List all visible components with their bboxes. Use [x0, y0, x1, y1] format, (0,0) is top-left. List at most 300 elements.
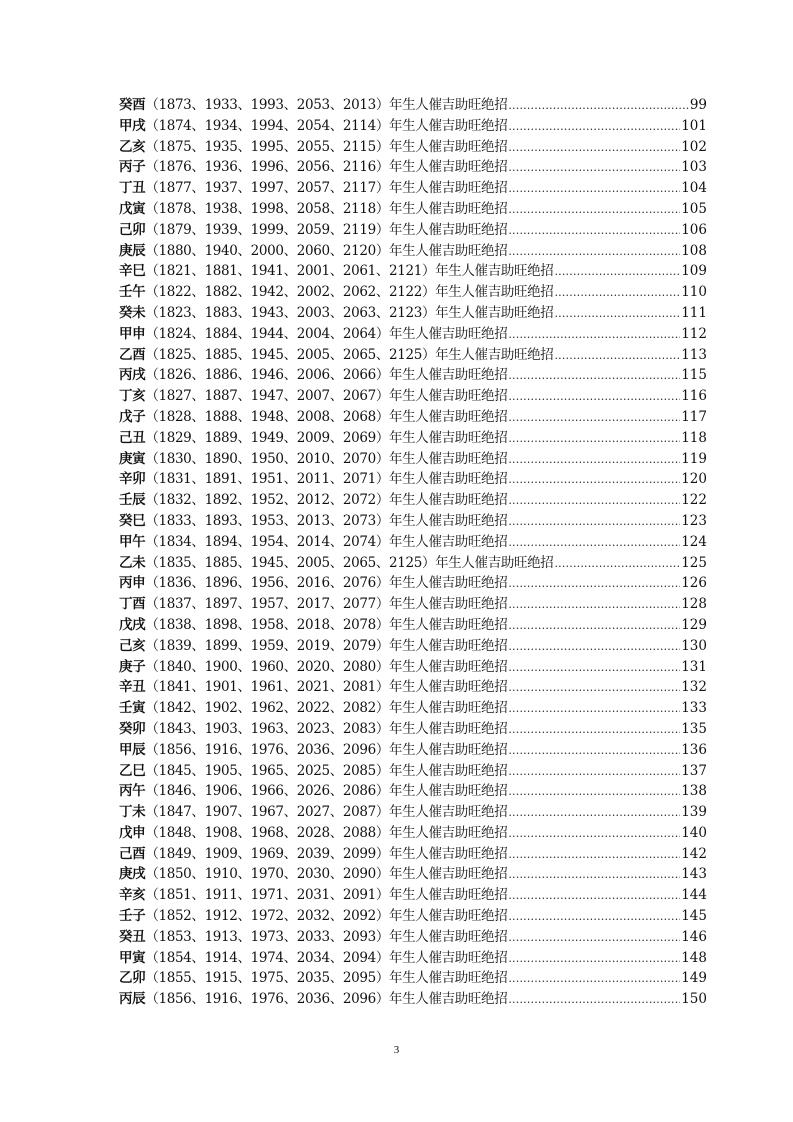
- toc-entry-years: （1823、1883、1943、2003、2063、2123）: [145, 304, 436, 321]
- toc-entry-page-number: 126: [681, 575, 707, 592]
- toc-entry-ganzhi: 丙辰: [119, 991, 146, 1008]
- toc-entry-label: [119, 885, 507, 906]
- toc-entry[interactable]: [119, 948, 707, 969]
- toc-entry[interactable]: [119, 615, 707, 636]
- toc-entry-years: （1873、1933、1993、2053、2013）: [145, 97, 389, 113]
- toc-entry[interactable]: [119, 220, 707, 241]
- toc-entry-ganzhi: 丁丑: [119, 180, 146, 197]
- toc-entry-ganzhi: 甲申: [119, 325, 146, 342]
- toc-entry-page-number: 149: [681, 970, 707, 987]
- toc-entry-ganzhi: 癸丑: [119, 928, 146, 945]
- toc-entry-years: （1841、1901、1961、2021、2081）: [145, 679, 389, 696]
- toc-entry[interactable]: [119, 469, 707, 490]
- toc-leader-dots: [508, 595, 680, 616]
- toc-entry[interactable]: [119, 261, 707, 282]
- toc-leader-dots: [554, 304, 680, 325]
- toc-entry-label: [119, 220, 507, 241]
- toc-entry-label: [119, 532, 507, 553]
- toc-entry-ganzhi: 乙酉: [119, 346, 146, 363]
- toc-entry-page-number: 116: [681, 388, 707, 405]
- toc-entry-ganzhi: 丙戌: [119, 367, 146, 384]
- toc-entry-years: （1847、1907、1967、2027、2087）: [145, 804, 389, 821]
- toc-entry-title: 年生人催吉助旺绝招: [389, 159, 508, 176]
- toc-entry-label: [119, 303, 553, 324]
- toc-entry-ganzhi: 丁未: [119, 804, 146, 821]
- toc-entry-ganzhi: 己卯: [119, 221, 146, 238]
- toc-entry-label: [119, 864, 507, 885]
- toc-entry[interactable]: [119, 864, 707, 885]
- toc-entry-title: 年生人催吉助旺绝招: [389, 928, 508, 945]
- toc-entry-label: [119, 386, 507, 407]
- toc-leader-dots: [508, 470, 680, 491]
- toc-entry-years: （1874、1934、1994、2054、2114）: [145, 117, 389, 134]
- toc-entry-title: 年生人催吉助旺绝招: [389, 117, 508, 134]
- toc-entry-title: 年生人催吉助旺绝招: [389, 180, 508, 197]
- toc-entry-ganzhi: 壬寅: [119, 700, 146, 717]
- toc-leader-dots: [508, 845, 680, 866]
- toc-entry-page-number: 138: [681, 783, 707, 800]
- toc-entry-title: 年生人催吉助旺绝招: [435, 284, 554, 301]
- toc-entry-title: 年生人催吉助旺绝招: [389, 720, 508, 737]
- toc-entry[interactable]: [119, 137, 707, 158]
- toc-entry-years: （1831、1891、1951、2011、2071）: [145, 471, 389, 488]
- toc-leader-dots: [508, 720, 680, 741]
- toc-entry-ganzhi: 戊子: [119, 408, 146, 425]
- toc-entry-page-number: 103: [681, 159, 707, 176]
- toc-entry-page-number: 108: [681, 242, 707, 259]
- toc-leader-dots: [508, 533, 680, 554]
- toc-entry[interactable]: [119, 740, 707, 761]
- toc-entry-label: [119, 573, 507, 594]
- toc-entry[interactable]: [119, 303, 707, 324]
- toc-entry[interactable]: [119, 407, 707, 428]
- toc-entry-years: （1854、1914、1974、2034、2094）: [145, 949, 389, 966]
- toc-entry-page-number: 145: [681, 908, 707, 925]
- toc-entry-ganzhi: 癸巳: [119, 512, 146, 529]
- toc-entry-years: （1852、1912、1972、2032、2092）: [145, 908, 389, 925]
- toc-entry-page-number: 150: [681, 991, 707, 1008]
- toc-entry-label: [119, 553, 553, 574]
- toc-entry-years: （1843、1903、1963、2023、2083）: [145, 720, 389, 737]
- toc-leader-dots: [508, 200, 680, 221]
- toc-entry-title: 年生人催吉助旺绝招: [389, 887, 508, 904]
- toc-entry-page-number: 137: [681, 762, 707, 779]
- toc-entry[interactable]: [119, 511, 707, 532]
- toc-entry-ganzhi: 丙申: [119, 575, 146, 592]
- toc-entry-label: [119, 802, 507, 823]
- toc-entry-years: （1834、1894、1954、2014、2074）: [145, 533, 389, 550]
- toc-entry-page-number: 104: [681, 180, 707, 197]
- toc-leader-dots: [508, 366, 680, 387]
- toc-entry-years: （1832、1892、1952、2012、2072）: [145, 492, 389, 509]
- toc-entry-page-number: 123: [681, 512, 707, 529]
- toc-entry-label: [119, 948, 507, 969]
- toc-entry-title: 年生人催吉助旺绝招: [389, 762, 508, 779]
- toc-entry-title: 年生人催吉助旺绝招: [389, 741, 508, 758]
- toc-entry-title: 年生人催吉助旺绝招: [389, 804, 508, 821]
- toc-entry[interactable]: [119, 449, 707, 470]
- toc-entry-label: [119, 365, 507, 386]
- toc-entry-label: [119, 761, 507, 782]
- toc-entry[interactable]: [119, 719, 707, 740]
- toc-leader-dots: [554, 346, 680, 367]
- toc-entry-ganzhi: 丙午: [119, 783, 146, 800]
- toc-entry-page-number: 133: [681, 700, 707, 717]
- toc-entry-years: （1839、1899、1959、2019、2079）: [145, 637, 389, 654]
- toc-entry[interactable]: [119, 553, 707, 574]
- toc-entry[interactable]: [119, 95, 707, 116]
- toc-entry-page-number: 146: [681, 928, 707, 945]
- toc-entry[interactable]: [119, 199, 707, 220]
- toc-entry-title: 年生人催吉助旺绝招: [389, 97, 508, 113]
- toc-leader-dots: [508, 179, 680, 200]
- toc-entry[interactable]: [119, 885, 707, 906]
- toc-entry-label: [119, 657, 507, 678]
- toc-entry-ganzhi: 庚寅: [119, 450, 146, 467]
- toc-entry[interactable]: [119, 365, 707, 386]
- toc-entry-label: [119, 241, 507, 262]
- toc-entry-ganzhi: 甲寅: [119, 949, 146, 966]
- toc-entry-label: [119, 261, 553, 282]
- toc-entry-years: （1829、1889、1949、2009、2069）: [145, 429, 389, 446]
- toc-entry-ganzhi: 乙卯: [119, 970, 146, 987]
- toc-entry-title: 年生人催吉助旺绝招: [389, 367, 508, 384]
- toc-entry-years: （1877、1937、1997、2057、2117）: [145, 180, 389, 197]
- toc-entry-ganzhi: 庚子: [119, 658, 146, 675]
- toc-entry-title: 年生人催吉助旺绝招: [389, 637, 508, 654]
- toc-entry-label: [119, 927, 507, 948]
- toc-entry-page-number: 110: [681, 284, 707, 301]
- toc-entry-page-number: 140: [681, 824, 707, 841]
- toc-entry-label: [119, 677, 507, 698]
- toc-entry-title: 年生人催吉助旺绝招: [389, 242, 508, 259]
- toc-entry-page-number: 135: [681, 720, 707, 737]
- toc-leader-dots: [508, 242, 680, 263]
- toc-leader-dots: [508, 96, 688, 117]
- toc-entry-ganzhi: 庚戌: [119, 866, 146, 883]
- toc-entry[interactable]: [119, 636, 707, 657]
- toc-entry-years: （1828、1888、1948、2008、2068）: [145, 408, 389, 425]
- toc-entry-label: [119, 137, 507, 158]
- toc-entry-title: 年生人催吉助旺绝招: [435, 554, 554, 571]
- table-of-contents: [119, 95, 707, 1010]
- toc-entry[interactable]: [119, 844, 707, 865]
- toc-entry-years: （1846、1906、1966、2026、2086）: [145, 783, 389, 800]
- toc-entry-years: （1845、1905、1965、2025、2085）: [145, 762, 389, 779]
- toc-entry-title: 年生人催吉助旺绝招: [389, 970, 508, 987]
- toc-entry-years: （1824、1884、1944、2004、2064）: [145, 325, 389, 342]
- toc-entry-title: 年生人催吉助旺绝招: [389, 845, 508, 862]
- toc-entry-years: （1838、1898、1958、2018、2078）: [145, 616, 389, 633]
- toc-entry-title: 年生人催吉助旺绝招: [389, 492, 508, 509]
- toc-entry[interactable]: [119, 282, 707, 303]
- toc-entry-ganzhi: 癸酉: [119, 97, 146, 113]
- toc-entry-label: [119, 178, 507, 199]
- toc-entry-title: 年生人催吉助旺绝招: [389, 658, 508, 675]
- toc-entry-label: [119, 345, 553, 366]
- toc-entry-years: （1855、1915、1975、2035、2095）: [145, 970, 389, 987]
- toc-entry-page-number: 136: [681, 741, 707, 758]
- toc-entry-years: （1836、1896、1956、2016、2076）: [145, 575, 389, 592]
- toc-entry-page-number: 131: [681, 658, 707, 675]
- toc-entry-label: [119, 116, 507, 137]
- toc-entry-years: （1856、1916、1976、2036、2096）: [145, 741, 389, 758]
- toc-leader-dots: [508, 824, 680, 845]
- toc-entry[interactable]: [119, 761, 707, 782]
- toc-entry-title: 年生人催吉助旺绝招: [389, 824, 508, 841]
- toc-entry-title: 年生人催吉助旺绝招: [389, 908, 508, 925]
- toc-entry-ganzhi: 丁酉: [119, 596, 146, 613]
- toc-entry[interactable]: [119, 906, 707, 927]
- toc-entry[interactable]: [119, 157, 707, 178]
- toc-leader-dots: [508, 138, 680, 159]
- toc-entry-label: [119, 989, 507, 1010]
- toc-entry-page-number: 118: [681, 429, 707, 446]
- toc-entry-ganzhi: 壬辰: [119, 492, 146, 509]
- toc-entry-ganzhi: 戊戌: [119, 616, 146, 633]
- toc-entry[interactable]: [119, 490, 707, 511]
- toc-leader-dots: [508, 928, 680, 949]
- toc-entry-label: [119, 906, 507, 927]
- toc-entry-title: 年生人催吉助旺绝招: [389, 388, 508, 405]
- toc-entry-label: [119, 449, 507, 470]
- toc-entry-label: [119, 407, 507, 428]
- toc-entry[interactable]: [119, 802, 707, 823]
- toc-entry-page-number: 128: [681, 596, 707, 613]
- toc-entry-page-number: 124: [681, 533, 707, 550]
- toc-leader-dots: [508, 221, 680, 242]
- toc-leader-dots: [508, 387, 680, 408]
- toc-entry-ganzhi: 壬子: [119, 908, 146, 925]
- toc-entry-years: （1856、1916、1976、2036、2096）: [145, 991, 389, 1008]
- toc-leader-dots: [508, 907, 680, 928]
- toc-entry-page-number: 120: [681, 471, 707, 488]
- toc-entry-label: [119, 157, 507, 178]
- toc-leader-dots: [508, 408, 680, 429]
- toc-entry-years: （1876、1936、1996、2056、2116）: [145, 159, 389, 176]
- toc-entry-years: （1835、1885、1945、2005、2065、2125）: [145, 554, 436, 571]
- toc-leader-dots: [554, 554, 680, 575]
- toc-entry-years: （1879、1939、1999、2059、2119）: [145, 221, 389, 238]
- toc-entry-ganzhi: 丁亥: [119, 388, 146, 405]
- toc-entry-title: 年生人催吉助旺绝招: [389, 429, 508, 446]
- toc-entry-page-number: 113: [681, 346, 707, 363]
- toc-entry-label: [119, 615, 507, 636]
- toc-entry-label: [119, 594, 507, 615]
- toc-entry-years: （1821、1881、1941、2001、2061、2121）: [145, 263, 436, 280]
- toc-entry-years: （1880、1940、2000、2060、2120）: [145, 242, 389, 259]
- toc-entry-title: 年生人催吉助旺绝招: [389, 700, 508, 717]
- toc-entry-label: [119, 95, 507, 116]
- toc-entry[interactable]: [119, 927, 707, 948]
- toc-entry[interactable]: [119, 823, 707, 844]
- toc-leader-dots: [508, 450, 680, 471]
- toc-entry-title: 年生人催吉助旺绝招: [389, 783, 508, 800]
- toc-entry[interactable]: [119, 241, 707, 262]
- toc-entry[interactable]: [119, 178, 707, 199]
- toc-entry[interactable]: [119, 386, 707, 407]
- toc-entry-years: （1842、1902、1962、2022、2082）: [145, 700, 389, 717]
- toc-entry-title: 年生人催吉助旺绝招: [389, 596, 508, 613]
- toc-entry-years: （1849、1909、1969、2039、2099）: [145, 845, 389, 862]
- toc-entry[interactable]: [119, 594, 707, 615]
- toc-entry-page-number: 115: [681, 367, 707, 384]
- toc-entry-years: （1848、1908、1968、2028、2088）: [145, 824, 389, 841]
- toc-entry-label: [119, 636, 507, 657]
- toc-entry-title: 年生人催吉助旺绝招: [389, 450, 508, 467]
- toc-entry-page-number: 99: [689, 97, 707, 113]
- toc-entry-ganzhi: 己亥: [119, 637, 146, 654]
- toc-entry[interactable]: [119, 345, 707, 366]
- toc-entry[interactable]: [119, 532, 707, 553]
- toc-entry-ganzhi: 庚辰: [119, 242, 146, 259]
- toc-entry-page-number: 106: [681, 221, 707, 238]
- toc-entry[interactable]: [119, 116, 707, 137]
- toc-entry-years: （1833、1893、1953、2013、2073）: [145, 512, 389, 529]
- toc-entry-label: [119, 968, 507, 989]
- toc-entry-title: 年生人催吉助旺绝招: [389, 221, 508, 238]
- toc-entry-page-number: 101: [681, 117, 707, 134]
- toc-entry[interactable]: [119, 698, 707, 719]
- toc-entry-ganzhi: 壬午: [119, 284, 146, 301]
- toc-entry-label: [119, 844, 507, 865]
- toc-entry[interactable]: [119, 989, 707, 1010]
- toc-entry-page-number: 142: [681, 845, 707, 862]
- toc-entry-ganzhi: 己丑: [119, 429, 146, 446]
- toc-entry-ganzhi: 辛亥: [119, 887, 146, 904]
- toc-entry-page-number: 129: [681, 616, 707, 633]
- toc-entry-title: 年生人催吉助旺绝招: [435, 346, 554, 363]
- toc-entry[interactable]: [119, 677, 707, 698]
- toc-entry-page-number: 132: [681, 679, 707, 696]
- toc-entry-page-number: 148: [681, 949, 707, 966]
- toc-leader-dots: [508, 699, 680, 720]
- toc-entry-ganzhi: 乙亥: [119, 138, 146, 155]
- toc-leader-dots: [508, 865, 680, 886]
- toc-entry-title: 年生人催吉助旺绝招: [435, 304, 554, 321]
- toc-entry-ganzhi: 戊寅: [119, 200, 146, 217]
- toc-entry-title: 年生人催吉助旺绝招: [389, 512, 508, 529]
- toc-entry-page-number: 130: [681, 637, 707, 654]
- toc-entry[interactable]: [119, 428, 707, 449]
- toc-entry[interactable]: [119, 781, 707, 802]
- toc-leader-dots: [508, 512, 680, 533]
- toc-entry-label: [119, 823, 507, 844]
- toc-entry-years: （1827、1887、1947、2007、2067）: [145, 388, 389, 405]
- page-number: 3: [393, 1044, 400, 1056]
- toc-entry-ganzhi: 辛巳: [119, 263, 146, 280]
- toc-entry-ganzhi: 癸卯: [119, 720, 146, 737]
- toc-entry-page-number: 105: [681, 200, 707, 217]
- toc-entry-title: 年生人催吉助旺绝招: [389, 138, 508, 155]
- toc-entry-title: 年生人催吉助旺绝招: [389, 471, 508, 488]
- toc-entry-years: （1875、1935、1995、2055、2115）: [145, 138, 389, 155]
- toc-leader-dots: [508, 574, 680, 595]
- toc-entry-years: （1840、1900、1960、2020、2080）: [145, 658, 389, 675]
- toc-entry-page-number: 111: [681, 304, 707, 321]
- toc-entry-title: 年生人催吉助旺绝招: [389, 866, 508, 883]
- toc-entry-years: （1853、1913、1973、2033、2093）: [145, 928, 389, 945]
- toc-entry-title: 年生人催吉助旺绝招: [389, 991, 508, 1008]
- toc-entry-label: [119, 698, 507, 719]
- toc-entry-title: 年生人催吉助旺绝招: [389, 679, 508, 696]
- toc-entry-title: 年生人催吉助旺绝招: [435, 263, 554, 280]
- toc-entry-ganzhi: 辛丑: [119, 679, 146, 696]
- toc-leader-dots: [508, 782, 680, 803]
- toc-leader-dots: [508, 678, 680, 699]
- toc-entry-label: [119, 428, 507, 449]
- toc-entry-ganzhi: 甲午: [119, 533, 146, 550]
- toc-leader-dots: [508, 429, 680, 450]
- toc-entry-title: 年生人催吉助旺绝招: [389, 200, 508, 217]
- toc-leader-dots: [508, 325, 680, 346]
- toc-leader-dots: [508, 886, 680, 907]
- toc-entry-title: 年生人催吉助旺绝招: [389, 408, 508, 425]
- toc-entry-page-number: 102: [681, 138, 707, 155]
- toc-entry-years: （1825、1885、1945、2005、2065、2125）: [145, 346, 436, 363]
- toc-entry-ganzhi: 戊申: [119, 824, 146, 841]
- toc-entry-page-number: 125: [681, 554, 707, 571]
- toc-entry-page-number: 119: [681, 450, 707, 467]
- toc-leader-dots: [508, 658, 680, 679]
- toc-leader-dots: [508, 803, 680, 824]
- toc-entry-label: [119, 490, 507, 511]
- toc-entry-page-number: 144: [681, 887, 707, 904]
- toc-entry-page-number: 139: [681, 804, 707, 821]
- toc-entry-title: 年生人催吉助旺绝招: [389, 325, 508, 342]
- toc-entry-page-number: 122: [681, 492, 707, 509]
- toc-leader-dots: [554, 262, 680, 283]
- toc-entry-ganzhi: 乙巳: [119, 762, 146, 779]
- toc-entry-title: 年生人催吉助旺绝招: [389, 533, 508, 550]
- toc-entry-page-number: 117: [681, 408, 707, 425]
- toc-entry-title: 年生人催吉助旺绝招: [389, 616, 508, 633]
- toc-entry-label: [119, 199, 507, 220]
- toc-entry-years: （1850、1910、1970、2030、2090）: [145, 866, 389, 883]
- toc-entry[interactable]: [119, 657, 707, 678]
- toc-entry-label: [119, 511, 507, 532]
- toc-leader-dots: [508, 741, 680, 762]
- toc-leader-dots: [508, 762, 680, 783]
- toc-entry-label: [119, 781, 507, 802]
- toc-entry-ganzhi: 丙子: [119, 159, 146, 176]
- toc-entry-label: [119, 740, 507, 761]
- toc-entry[interactable]: [119, 573, 707, 594]
- toc-entry-years: （1878、1938、1998、2058、2118）: [145, 200, 389, 217]
- toc-entry-page-number: 143: [681, 866, 707, 883]
- toc-entry-ganzhi: 甲辰: [119, 741, 146, 758]
- toc-entry-ganzhi: 辛卯: [119, 471, 146, 488]
- toc-leader-dots: [508, 616, 680, 637]
- toc-entry-ganzhi: 癸未: [119, 304, 146, 321]
- toc-entry-years: （1851、1911、1971、2031、2091）: [145, 887, 389, 904]
- toc-leader-dots: [508, 158, 680, 179]
- toc-entry-ganzhi: 乙未: [119, 554, 146, 571]
- toc-entry-ganzhi: 己酉: [119, 845, 146, 862]
- toc-entry[interactable]: [119, 968, 707, 989]
- toc-leader-dots: [554, 283, 680, 304]
- toc-leader-dots: [508, 949, 680, 970]
- toc-entry[interactable]: [119, 324, 707, 345]
- toc-leader-dots: [508, 491, 680, 512]
- toc-entry-label: [119, 719, 507, 740]
- toc-entry-years: （1837、1897、1957、2017、2077）: [145, 596, 389, 613]
- toc-leader-dots: [508, 117, 680, 138]
- toc-leader-dots: [508, 969, 680, 990]
- toc-entry-years: （1822、1882、1942、2002、2062、2122）: [145, 284, 436, 301]
- toc-entry-label: [119, 282, 553, 303]
- toc-entry-ganzhi: 甲戌: [119, 117, 146, 134]
